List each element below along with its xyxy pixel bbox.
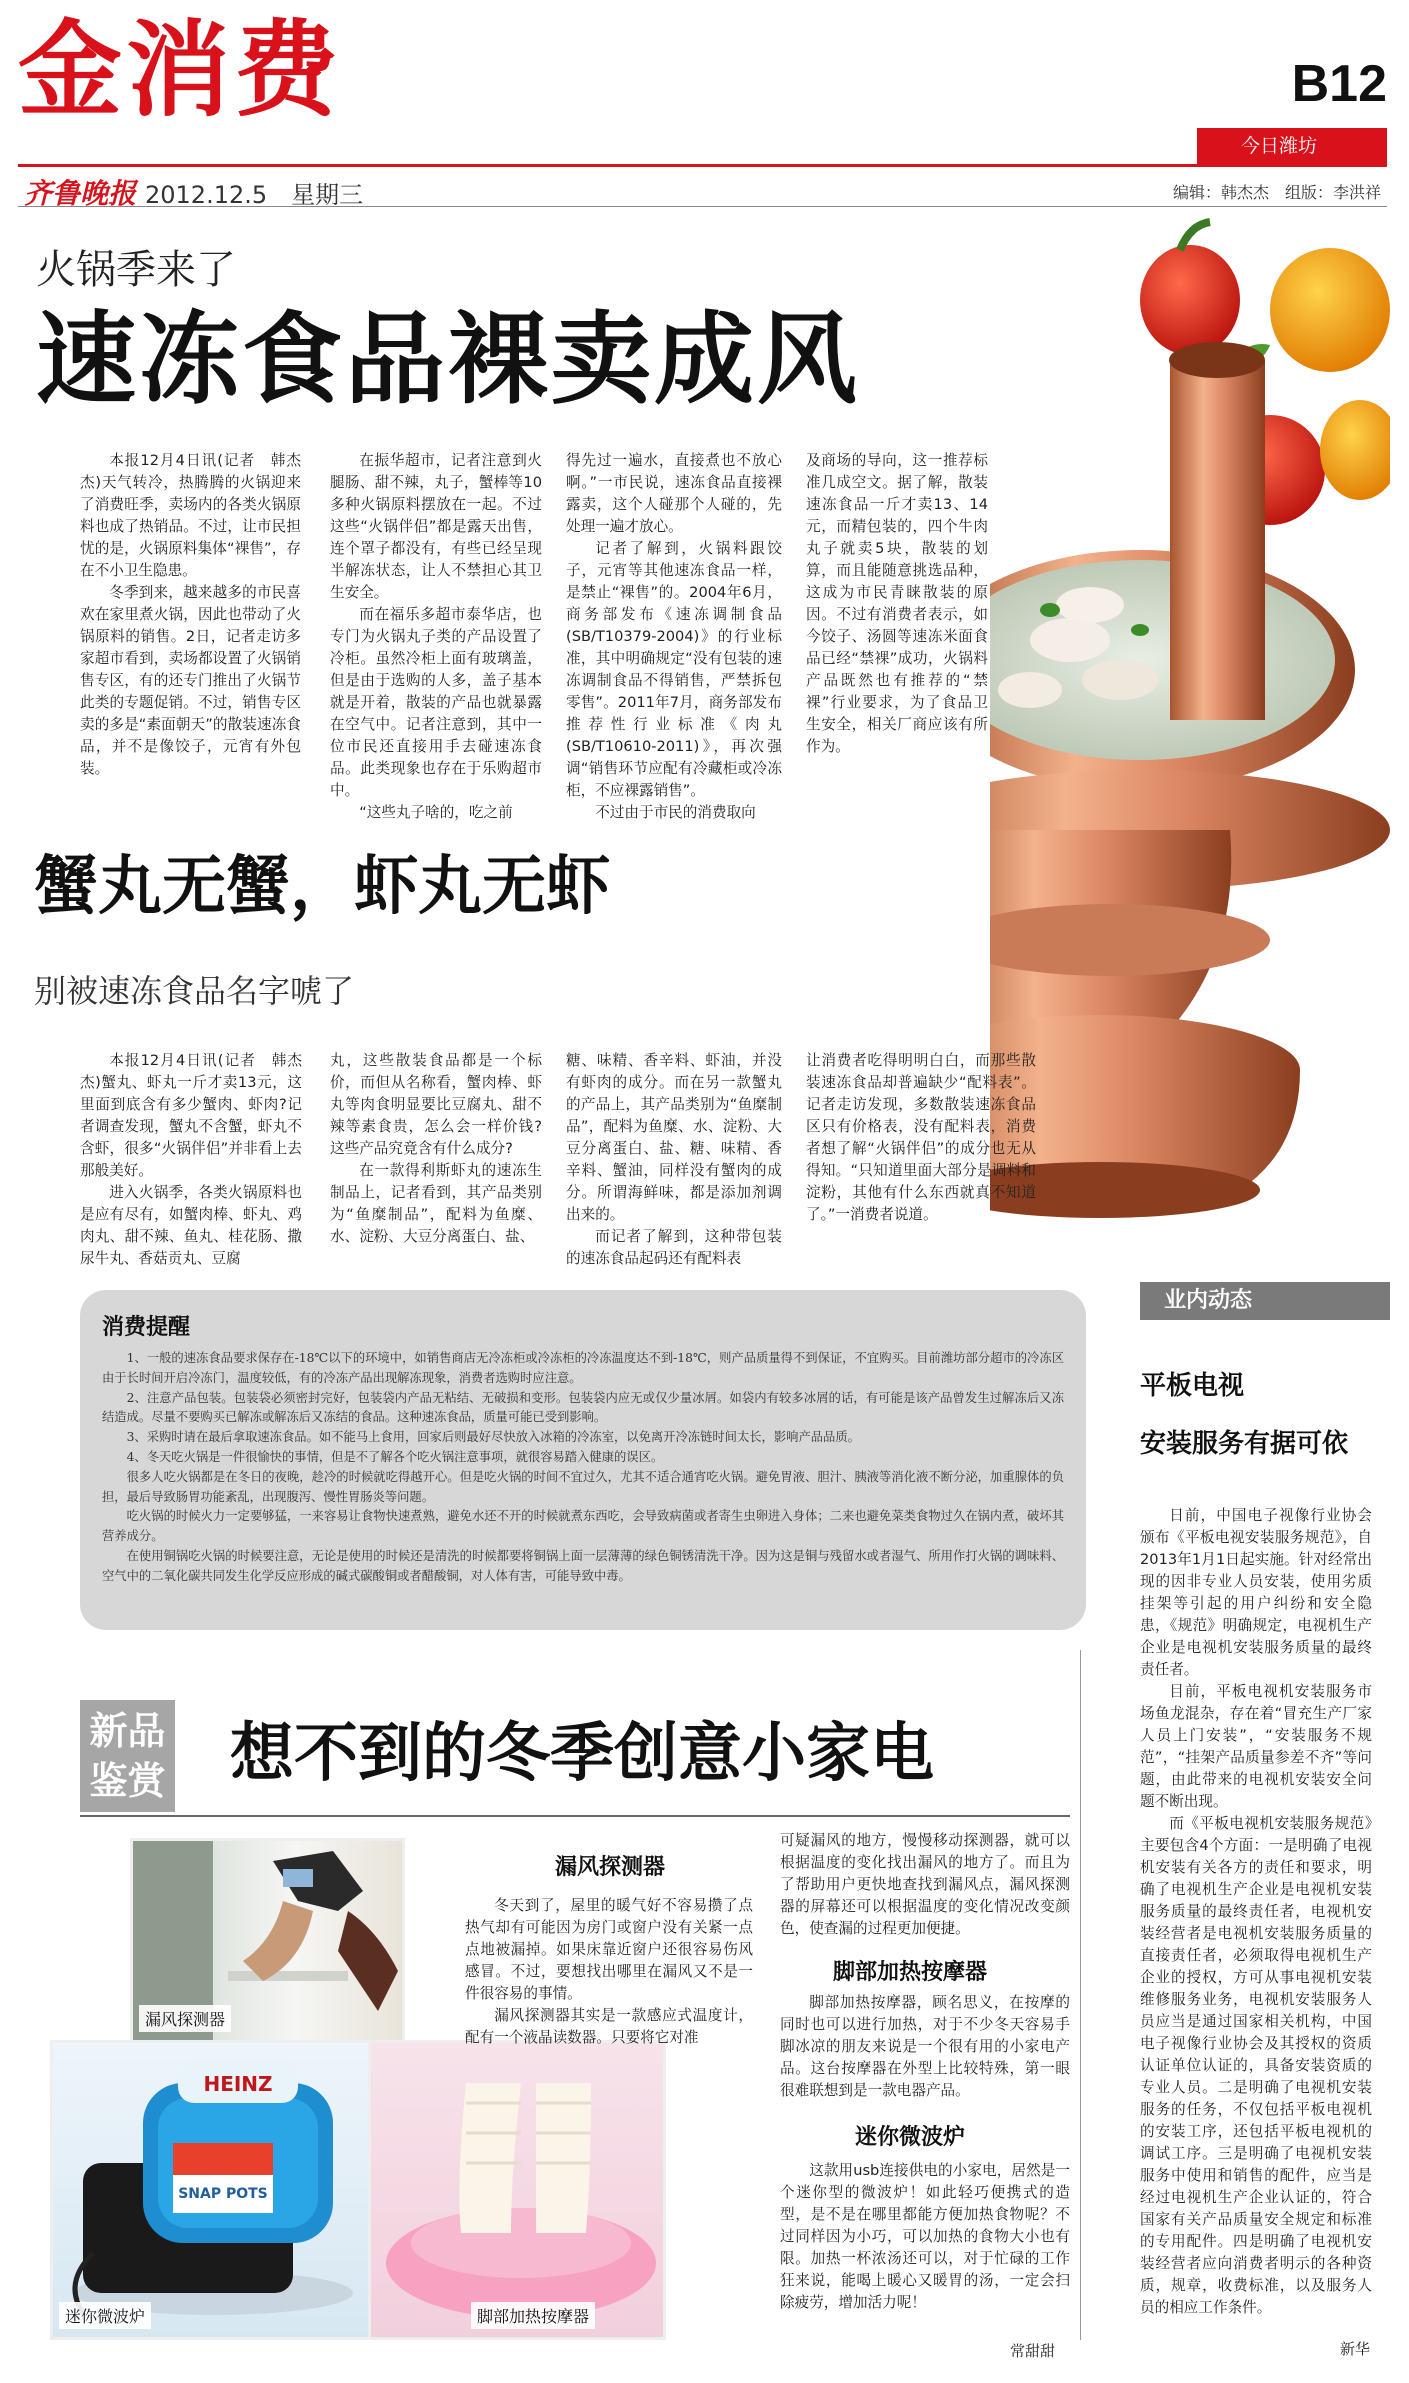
product-paragraph: 冬天到了，屋里的暖气好不容易攒了点热气却有可能因为房门或窗户没有关紧一点点地被漏掉。如果床靠近窗户还很容易伤风感冒。不过，要想找出哪里在漏风又不是一件很容易的事情。 bbox=[465, 1897, 753, 2002]
mini-microwave-illustration bbox=[53, 2043, 372, 2337]
product-body-foot-massager bbox=[780, 1992, 1070, 2102]
product-body-mini-microwave bbox=[780, 2160, 1070, 2314]
issue-date: 2012.12.5 星期三 bbox=[145, 181, 364, 209]
tips-body bbox=[102, 1349, 1064, 1587]
photo-caption: 漏风探测器 bbox=[139, 2005, 231, 2032]
badge-line-2: 鉴赏 bbox=[89, 1759, 166, 1803]
tips-paragraph: 在使用铜锅吃火锅的时候要注意，无论是使用的时候还是清洗的时候都要将铜锅上面一层薄薄的绿色铜锈清洗干净。因为这是铜与残留水或者湿气、所用作打火锅的调味料、空气中的二氧化碳共同发生化学反应形成的碱式碳酸铜或者醋酸铜，对人体有害，可能导致中毒。 bbox=[102, 1548, 1064, 1583]
header-divider bbox=[18, 206, 1387, 207]
second-paragraph: 丸，这些散装食品都是一个标价，而但从名称看，蟹肉棒、虾丸等肉食明显要比豆腐丸、甜不辣等素食贵，怎么会一样价钱?这些产品究竟含有什么成分? bbox=[330, 1052, 542, 1157]
products-headline: 想不到的冬季创意小家电 bbox=[230, 1717, 934, 1791]
product-body-draft-detector-cont bbox=[780, 1830, 1070, 1940]
mini-microwave-photo bbox=[50, 2040, 375, 2340]
sidebar-paragraph: 而《平板电视机安装服务规范》主要包含4个方面：一是明确了电视机安装有关各方的责任和要求，明确了电视机生产企业是电视机安装服务质量的最终责任者，电视机安装经营者是电视机安装服务质量的直接责任者，必须取得电视机生产企业的授权，方可从事电视机安装维修服务业务，电视机安装服务人员应当是通过国家相关机构，中国电子视像行业协会及其授权的资质认证单位认证的，具备安装资质的专业人员。二是明确了电视机安装服务的任务，不仅包括平板电视机的安装工序，还包括平板电视机的调试工序。三是明确了电视机安装服务中使用和销售的配件，应当是经过电视机生产企业认证的，符合国家有关产品质量安全规定和标准的专用配件。四是明确了电视机安装经营者应向消费者明示的各种资质，规章，收费标准，以及服务人员的相应工作条件。 bbox=[1140, 1815, 1372, 2316]
foot-massager-photo bbox=[368, 2040, 666, 2340]
product-paragraph: 漏风探测器其实是一款感应式温度计，配有一个液晶读数器。只要将它对准 bbox=[465, 2007, 753, 2046]
second-headline: 蟹丸无蟹，虾丸无虾 bbox=[34, 850, 610, 924]
masthead-divider bbox=[18, 164, 1387, 167]
badge-line-1: 新品 bbox=[89, 1709, 166, 1753]
sidebar-headline-1: 平板电视 bbox=[1140, 1371, 1245, 1401]
product-paragraph: 可疑漏风的地方，慢慢移动探测器，就可以根据温度的变化找出漏风的地方了。而且为了帮助用户更快地查找到漏风点，漏风探测器的屏幕还可以根据温度的变化情况改变颜色，使查漏的过程更加便捷。 bbox=[780, 1832, 1070, 1937]
second-column-2 bbox=[330, 1050, 542, 1248]
lead-column-2 bbox=[330, 450, 542, 824]
lead-paragraph: 及商场的导向，这一推荐标准几成空文。据了解，散装速冻食品一斤才卖13、14元，而精包装的，四个牛肉丸子就卖5块，散装的划算，而且能随意挑选品种，这成为市民青睐散装的原因。不过有消费者表示，如今饺子、汤圆等速冻米面食品已经“禁裸”成功，火锅料产品既然也有推荐的“禁裸”行业要求，为了食品卫生安全，相关厂商应该有所作为。 bbox=[806, 452, 988, 755]
second-paragraph: 在一款得利斯虾丸的速冻生制品上，记者看到，其产品类别为“鱼糜制品”，配料为鱼糜、水、淀粉、大豆分离蛋白、盐、 bbox=[330, 1162, 542, 1245]
lead-column-4 bbox=[806, 450, 988, 758]
newspaper-logo: 齐鲁晚报 bbox=[24, 177, 137, 210]
tips-paragraph: 3、采购时请在最后拿取速冻食品。如不能马上食用，回家后则最好尽快放入冰箱的冷冻室，以免离开冷冻链时间太长，影响产品品质。 bbox=[126, 1430, 860, 1445]
second-paragraph: 而记者了解到，这种带包装的速冻食品起码还有配料表 bbox=[566, 1228, 782, 1267]
tips-paragraph: 吃火锅的时候火力一定要够猛，一来容易让食物快速煮熟，避免水还不开的时候就煮东西吃，会导致病菌或者寄生虫卵进入身体；二来也避免菜类食物过久在锅内煮，破坏其营养成分。 bbox=[102, 1509, 1064, 1544]
section-masthead-title: 金消费 bbox=[18, 8, 343, 131]
lead-kicker: 火锅季来了 bbox=[36, 247, 236, 293]
lead-paragraph: 在振华超市，记者注意到火腿肠、甜不辣，丸子，蟹棒等10多种火锅原料摆放在一起。不过这些“火锅伴侣”都是露天出售，连个罩子都没有，有些已经呈现半解冻状态，让人不禁担心其卫生安全。 bbox=[330, 452, 542, 601]
sidebar-signature: 新华 bbox=[1340, 2340, 1371, 2358]
second-paragraph: 糖、味精、香辛料、虾油，并没有虾肉的成分。而在另一款蟹丸的产品上，其产品类别为“鱼糜制品”，配料为鱼糜、水、淀粉、大豆分离蛋白、盐、糖、味精、香辛料、蟹油，同样没有蟹肉的成分。所谓海鲜味，都是添加剂调出来的。 bbox=[566, 1052, 782, 1223]
product-paragraph: 这款用usb连接供电的小家电，居然是一个迷你型的微波炉！如此轻巧便携式的造型，是不是在哪里都能方便加热食物呢？不过同样因为小巧，可以加热的食物大小也有限。加热一杯浓汤还可以，对于忙碌的工作狂来说，能喝上暖心又暖胃的汤，一定会扫除疲劳，增加活力呢！ bbox=[780, 2162, 1070, 2311]
second-column-3 bbox=[566, 1050, 782, 1270]
lead-headline: 速冻食品裸卖成风 bbox=[36, 301, 860, 418]
lead-column-1 bbox=[80, 450, 301, 780]
lead-paragraph: 而在福乐多超市泰华店，也专门为火锅丸子类的产品设置了冷柜。虽然冷柜上面有玻璃盖，但是由于选购的人多，盖子基本就是开着，散装的产品也就暴露在空气中。记者注意到，其中一位市民还直接用手去碰速冻食品。此类现象也存在于乐购超市中。 bbox=[330, 606, 542, 799]
lead-column-3 bbox=[566, 450, 782, 824]
second-column-1 bbox=[80, 1050, 302, 1270]
lead-paragraph: 不过由于市民的消费取向 bbox=[595, 804, 756, 821]
sidebar-paragraph: 目前，平板电视机安装服务市场鱼龙混杂，存在着“冒充生产厂家人员上门安装”，“安装服务不规范”，“挂架产品质量参差不齐”等问题，由此带来的电视机安装安全问题不断出现。 bbox=[1140, 1683, 1372, 1810]
tips-title: 消费提醒 bbox=[102, 1315, 191, 1340]
page-number: B12 bbox=[1291, 55, 1387, 113]
product-title-foot-massager: 脚部加热按摩器 bbox=[832, 1960, 987, 1985]
lead-paragraph: “这些丸子啥的，吃之前 bbox=[359, 804, 513, 821]
section-name-bar: 今日潍坊 bbox=[1197, 128, 1387, 164]
products-signature: 常甜甜 bbox=[1010, 2342, 1056, 2360]
second-subhead: 别被速冻食品名字唬了 bbox=[34, 972, 355, 1010]
photo-caption: 脚部加热按摩器 bbox=[471, 2302, 595, 2329]
lead-paragraph: 得先过一遍水，直接煮也不放心啊。”一市民说，速冻食品直接裸露卖，这个人碰那个人碰的，先处理一遍才放心。 bbox=[566, 452, 782, 535]
new-products-badge bbox=[80, 1700, 175, 1812]
sidebar-body bbox=[1140, 1505, 1372, 2319]
tips-paragraph: 1、一般的速冻食品要求保存在-18℃以下的环境中，如销售商店无冷冻柜或冷冻柜的冷冻温度达不到-18℃，则产品质量得不到保证，不宜购买。目前潍坊部分超市的冷冻区由于长时间开启冷冻门，温度较低，有的冷冻产品出现解冻现象，消费者选购时应注意。 bbox=[102, 1351, 1064, 1385]
snap-pots-label: SNAP POTS bbox=[178, 2186, 268, 2202]
product-title-mini-microwave: 迷你微波炉 bbox=[854, 2125, 965, 2150]
second-paragraph: 本报12月4日讯(记者 韩杰杰)蟹丸、虾丸一斤才卖13元，这里面到底含有多少蟹肉、虾肉?记者调查发现，蟹丸不含蟹，虾丸不含虾，很多“火锅伴侣”并非看上去那般美好。 bbox=[80, 1052, 302, 1179]
sidebar-headline-2: 安装服务有据可依 bbox=[1140, 1429, 1349, 1459]
product-body-draft-detector bbox=[465, 1895, 753, 2049]
sidebar-paragraph: 日前，中国电子视像行业协会颁布《平板电视安装服务规范》，自2013年1月1日起实施。针对经常出现的因非专业人员安装，使用劣质挂架等引起的用户纠纷和安全隐患，《规范》明确规定，电视机生产企业是电视机安装服务质量的最终责任者。 bbox=[1140, 1507, 1372, 1678]
second-column-4 bbox=[806, 1050, 1036, 1226]
lead-paragraph: 冬季到来，越来越多的市民喜欢在家里煮火锅，因此也带动了火锅原料的销售。2日，记者走访多家超市看到，卖场都设置了火锅销售专区，有的还专门推出了火锅节此类的专题促销。不过，销售专区卖的多是“素面朝天”的散装速冻食品，并不是像饺子，元宵有外包装。 bbox=[80, 584, 301, 777]
second-paragraph: 进入火锅季，各类火锅原料也是应有尽有，如蟹肉棒、虾丸、鸡肉丸、甜不辣、鱼丸、桂花肠、撒尿牛丸、香菇贡丸、豆腐 bbox=[80, 1184, 302, 1267]
editor-credits: 编辑：韩杰杰 组版：李洪祥 bbox=[1172, 183, 1381, 202]
draft-detector-photo bbox=[130, 1838, 405, 2043]
photo-caption: 迷你微波炉 bbox=[59, 2302, 151, 2329]
sidebar-tag: 业内动态 bbox=[1140, 1282, 1390, 1320]
hotpot-photo bbox=[990, 210, 1390, 1260]
second-paragraph: 让消费者吃得明明白白，而那些散装速冻食品却普遍缺少“配料表”。记者走访发现，多数散装速冻食品区只有价格表，没有配料表，消费者想了解“火锅伴侣”的成分也无从得知。“只知道里面大部分是调料和淀粉，其他有什么东西就真不知道了。”一消费者说道。 bbox=[806, 1052, 1036, 1223]
heinz-label: HEINZ bbox=[203, 2072, 273, 2096]
products-divider bbox=[80, 1815, 1070, 1817]
foot-massager-illustration bbox=[371, 2043, 663, 2337]
lead-paragraph: 记者了解到，火锅料跟饺子，元宵等其他速冻食品一样，是禁止“裸售”的。2004年6月，商务部发布《速冻调制食品(SB/T10379-2004)》的行业标准，其中明确规定“没有包装的速冻调制食品不得销售，严禁拆包零售”。2011年7月，商务部发布推荐性行业标准《肉丸(SB/T10610-2011)》，再次强调“销售环节应配有冷藏柜或冷冻柜，不应裸露销售”。 bbox=[566, 540, 782, 799]
tips-paragraph: 2、注意产品包装。包装袋必须密封完好，包装袋内产品无粘结、无破损和变形。包装袋内应无或仅少量冰屑。如袋内有较多冰屑的话，有可能是该产品曾发生过解冻后又冻结造成。尽量不要购买已解冻或解冻后又冻结的食品。这种速冻食品，质量可能已受到影响。 bbox=[102, 1390, 1064, 1425]
lead-paragraph: 本报12月4日讯(记者 韩杰杰)天气转冷，热腾腾的火锅迎来了消费旺季，卖场内的各类火锅原料也成了热销品。不过，让市民担忧的是，火锅原料集体“裸售”，存在不小卫生隐患。 bbox=[80, 452, 301, 579]
tips-paragraph: 很多人吃火锅都是在冬日的夜晚，趁冷的时候就吃得越开心。但是吃火锅的时间不宜过久，尤其不适合通宵吃火锅。避免胃液、胆汁、胰液等消化液不断分泌，加重腺体的负担，最后导致肠胃功能紊乱，出现腹泻、慢性胃肠炎等问题。 bbox=[102, 1469, 1064, 1504]
column-divider bbox=[1080, 1650, 1081, 2340]
product-paragraph: 脚部加热按摩器，顾名思义，在按摩的同时也可以进行加热，对于不少冬天容易手脚冰凉的朋友来说是一个很有用的小家电产品。这台按摩器在外型上比较特殊，第一眼很难联想到是一款电器产品。 bbox=[780, 1994, 1070, 2099]
consumer-tips-box bbox=[80, 1290, 1086, 1630]
tips-paragraph: 4、冬天吃火锅是一件很愉快的事情，但是不了解各个吃火锅注意事项，就很容易踏入健康的误区。 bbox=[126, 1449, 664, 1464]
product-title-draft-detector: 漏风探测器 bbox=[554, 1855, 665, 1880]
